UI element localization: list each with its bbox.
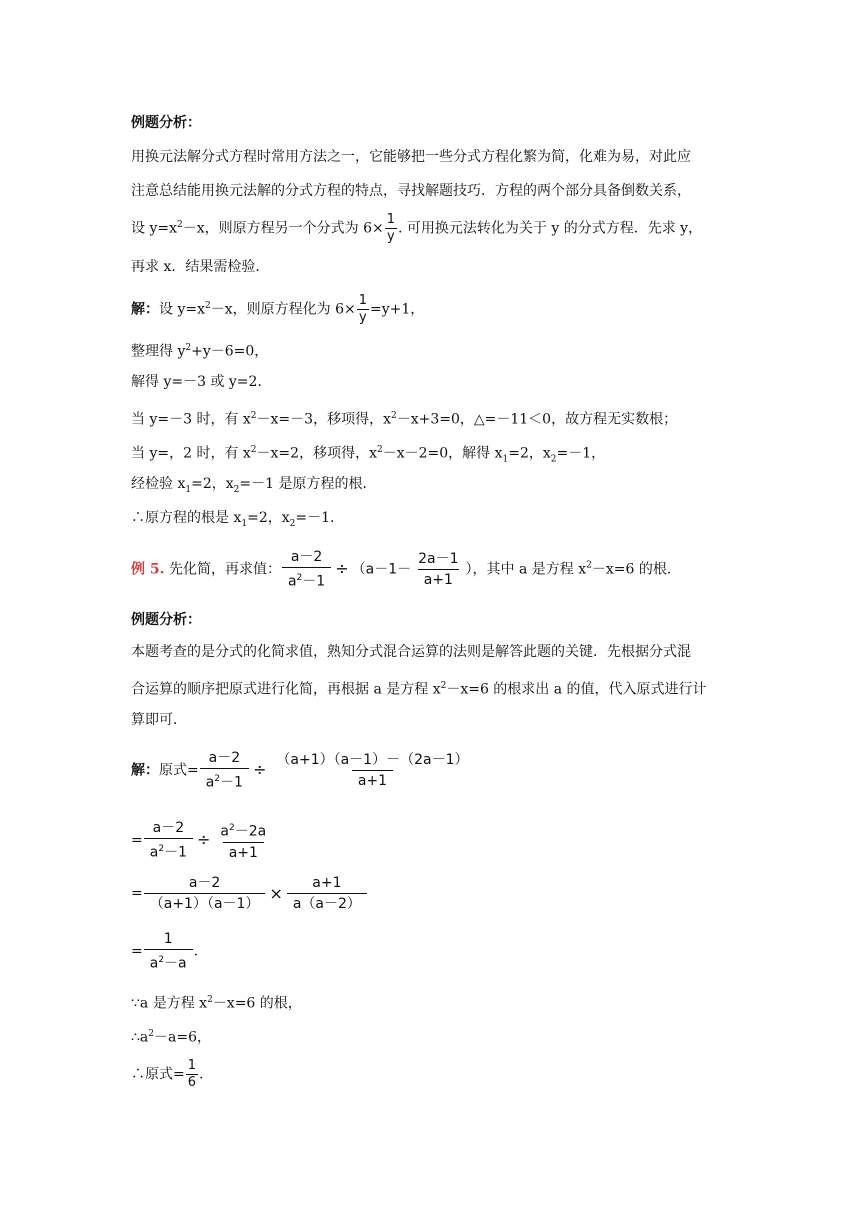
divide-sign: ÷ bbox=[196, 830, 211, 850]
text-run: －x=6 的根， bbox=[212, 995, 302, 1012]
solution-step-2 bbox=[131, 818, 273, 863]
text-run: =－1． bbox=[295, 510, 345, 526]
fraction bbox=[412, 549, 464, 590]
text-run: +y－6=0， bbox=[191, 343, 269, 360]
analysis-paragraph-line: 再求 x．结果需检验． bbox=[131, 259, 270, 275]
fraction bbox=[144, 873, 266, 914]
solution-line bbox=[131, 406, 677, 430]
therefore-line bbox=[131, 1024, 211, 1048]
solution-label: 解： bbox=[131, 762, 159, 779]
fraction-numerator bbox=[214, 818, 272, 842]
solution-line bbox=[131, 474, 376, 500]
text-run: －1 bbox=[164, 844, 187, 861]
text-run: （a－1－ bbox=[351, 561, 412, 578]
fraction-denominator: （a+1）（a－1） bbox=[144, 893, 266, 914]
text-run: －x=－3，移项得，x bbox=[256, 411, 391, 428]
fraction-numerator: 1 bbox=[187, 1058, 197, 1073]
divide-sign: ÷ bbox=[335, 559, 349, 579]
solution-line bbox=[131, 293, 424, 326]
text-run: 当 y=－3 时，有 x bbox=[131, 411, 251, 428]
superscript: 2 bbox=[440, 681, 447, 691]
superscript: 2 bbox=[250, 445, 257, 455]
text-run: =2，x bbox=[247, 510, 290, 526]
fraction-denominator: y bbox=[359, 310, 367, 325]
superscript: 2 bbox=[250, 411, 257, 421]
fraction bbox=[144, 818, 193, 863]
text-run: －a bbox=[164, 955, 187, 972]
text-run: . bbox=[193, 943, 199, 960]
text-run: －1 bbox=[302, 573, 326, 590]
analysis-heading-1: 例题分析： bbox=[131, 115, 201, 131]
example-label: 例 5. bbox=[131, 561, 165, 578]
fraction-numerator: a－2 bbox=[290, 549, 323, 565]
analysis-paragraph-line bbox=[131, 676, 707, 700]
text-run: －x=6 的根． bbox=[591, 561, 681, 578]
analysis-paragraph-line: 本题考查的是分式的化简求值，熟知分式混合运算的法则是解答此题的关键．先根据分式混 bbox=[131, 644, 691, 660]
text-run: －1 bbox=[220, 774, 243, 791]
divide-sign: ÷ bbox=[252, 760, 267, 780]
multiply-sign: × bbox=[269, 883, 283, 903]
superscript: 2 bbox=[228, 823, 235, 833]
text-run: ∵a 是方程 x bbox=[131, 995, 208, 1012]
analysis-paragraph-line: 注意总结能用换元法解的分式方程的特点，寻找解题技巧．方程的两个部分具备倒数关系， bbox=[131, 183, 691, 199]
text-run: 设 y=x bbox=[131, 220, 177, 237]
subscript: 1 bbox=[502, 454, 509, 465]
superscript: 2 bbox=[390, 411, 397, 421]
analysis-paragraph-line: 算即可． bbox=[131, 712, 187, 728]
solution-line bbox=[131, 338, 268, 362]
equals-sign: = bbox=[131, 943, 143, 960]
fraction bbox=[200, 748, 249, 793]
text-run: －x，则原方程另一个分式为 6× bbox=[182, 220, 384, 237]
fraction-numerator: （a+1）（a－1）－（2a－1） bbox=[276, 751, 469, 768]
text-run: ，其中 a 是方程 x bbox=[472, 561, 587, 578]
fraction bbox=[282, 547, 331, 592]
text-run: －2a bbox=[234, 823, 267, 840]
text-run: ∴原方程的根是 x bbox=[131, 510, 242, 526]
fraction-denominator bbox=[144, 949, 193, 974]
text-run: a bbox=[149, 844, 159, 861]
because-line bbox=[131, 990, 302, 1014]
fraction-denominator: 6 bbox=[187, 1075, 197, 1090]
analysis-heading-2: 例题分析： bbox=[131, 612, 201, 628]
solution-label: 解： bbox=[131, 301, 159, 318]
text-run: 整理得 y bbox=[131, 343, 186, 360]
text-run: =2，x bbox=[191, 476, 234, 492]
solution-step-1 bbox=[131, 748, 476, 793]
superscript: 2 bbox=[214, 774, 221, 784]
fraction-numerator: 1 bbox=[358, 293, 367, 308]
text-run: －a=6， bbox=[154, 1029, 211, 1046]
text-run: 先化简，再求值： bbox=[168, 561, 281, 578]
superscript: 2 bbox=[205, 300, 211, 311]
text-run: a bbox=[220, 823, 229, 840]
fraction-numerator: 1 bbox=[386, 212, 395, 227]
equals-sign: = bbox=[131, 832, 143, 849]
superscript: 2 bbox=[296, 573, 303, 583]
text-run: =y+1， bbox=[370, 301, 425, 318]
text-run: 设 y=x bbox=[159, 301, 205, 318]
analysis-paragraph-line: 用换元法解分式方程时常用方法之一，它能够把一些分式方程化繁为简，化难为易，对此应 bbox=[131, 149, 691, 165]
superscript: 2 bbox=[376, 445, 383, 455]
fraction-numerator: a+1 bbox=[312, 875, 342, 891]
fraction-denominator bbox=[200, 768, 249, 793]
equals-sign: = bbox=[131, 885, 143, 902]
text-run: a bbox=[149, 955, 159, 972]
solution-line bbox=[131, 508, 344, 534]
fraction-numerator: 1 bbox=[163, 931, 173, 947]
superscript: 2 bbox=[158, 955, 165, 965]
text-run: ∴原式= bbox=[131, 1066, 185, 1083]
text-run: . bbox=[199, 1066, 204, 1083]
text-run: . 可用换元法转化为关于 y 的分式方程．先求 y， bbox=[398, 220, 703, 237]
superscript: 2 bbox=[207, 995, 213, 1005]
text-run: 当 y=，2 时，有 x bbox=[131, 445, 251, 462]
text-run: 原式= bbox=[159, 762, 199, 779]
fraction-numerator: a－2 bbox=[188, 875, 221, 891]
analysis-paragraph-line bbox=[131, 212, 702, 245]
text-run: a bbox=[287, 573, 297, 590]
fraction bbox=[385, 212, 397, 245]
fraction bbox=[287, 873, 367, 914]
superscript: 2 bbox=[586, 560, 592, 571]
fraction bbox=[270, 750, 474, 791]
text-run: =－1 是原方程的根． bbox=[239, 476, 377, 492]
fraction-numerator: 2a－1 bbox=[418, 550, 459, 567]
solution-step-4 bbox=[131, 929, 198, 974]
fraction-denominator: a+1 bbox=[352, 770, 393, 791]
superscript: 2 bbox=[148, 1029, 154, 1039]
solution-line: 解得 y=－3 或 y=2． bbox=[131, 374, 272, 390]
subscript: 1 bbox=[241, 518, 248, 529]
fraction bbox=[357, 293, 369, 326]
text-run: －x+3=0，△=－11＜0，故方程无实数根； bbox=[396, 411, 678, 428]
text-run: －x=2，移项得，x bbox=[256, 445, 377, 462]
text-run: ） bbox=[465, 561, 473, 578]
subscript: 2 bbox=[289, 518, 296, 529]
fraction-numerator: a－2 bbox=[208, 750, 241, 766]
final-result-line bbox=[131, 1058, 203, 1091]
fraction-denominator: a+1 bbox=[418, 569, 459, 590]
fraction bbox=[214, 818, 272, 863]
subscript: 2 bbox=[550, 454, 557, 465]
fraction bbox=[144, 929, 193, 974]
fraction bbox=[186, 1058, 198, 1091]
text-run: =2，x bbox=[508, 445, 551, 462]
text-run: －x=6 的根求出 a 的值，代入原式进行计 bbox=[446, 681, 707, 698]
solution-step-3 bbox=[131, 873, 368, 914]
fraction-numerator: a－2 bbox=[152, 820, 185, 836]
fraction-denominator bbox=[282, 567, 331, 592]
text-run: 合运算的顺序把原式进行化简，再根据 a 是方程 x bbox=[131, 681, 441, 698]
fraction-denominator: a（a－2） bbox=[287, 893, 367, 914]
text-run: 经检验 x bbox=[131, 476, 186, 492]
solution-line bbox=[131, 440, 605, 469]
fraction-denominator: y bbox=[387, 229, 395, 244]
text-run: =－1， bbox=[556, 445, 606, 462]
fraction-denominator: a+1 bbox=[223, 842, 264, 863]
text-run: ∴a bbox=[131, 1029, 149, 1046]
text-run: －x，则原方程化为 6× bbox=[210, 301, 356, 318]
subscript: 2 bbox=[233, 484, 240, 495]
fraction-denominator bbox=[144, 838, 193, 863]
text-run: －x－2=0，解得 x bbox=[382, 445, 503, 462]
example-5-problem bbox=[131, 547, 681, 592]
superscript: 2 bbox=[158, 844, 165, 854]
text-run: a bbox=[205, 774, 215, 791]
subscript: 1 bbox=[185, 484, 192, 495]
superscript: 2 bbox=[177, 219, 183, 230]
superscript: 2 bbox=[185, 343, 192, 353]
